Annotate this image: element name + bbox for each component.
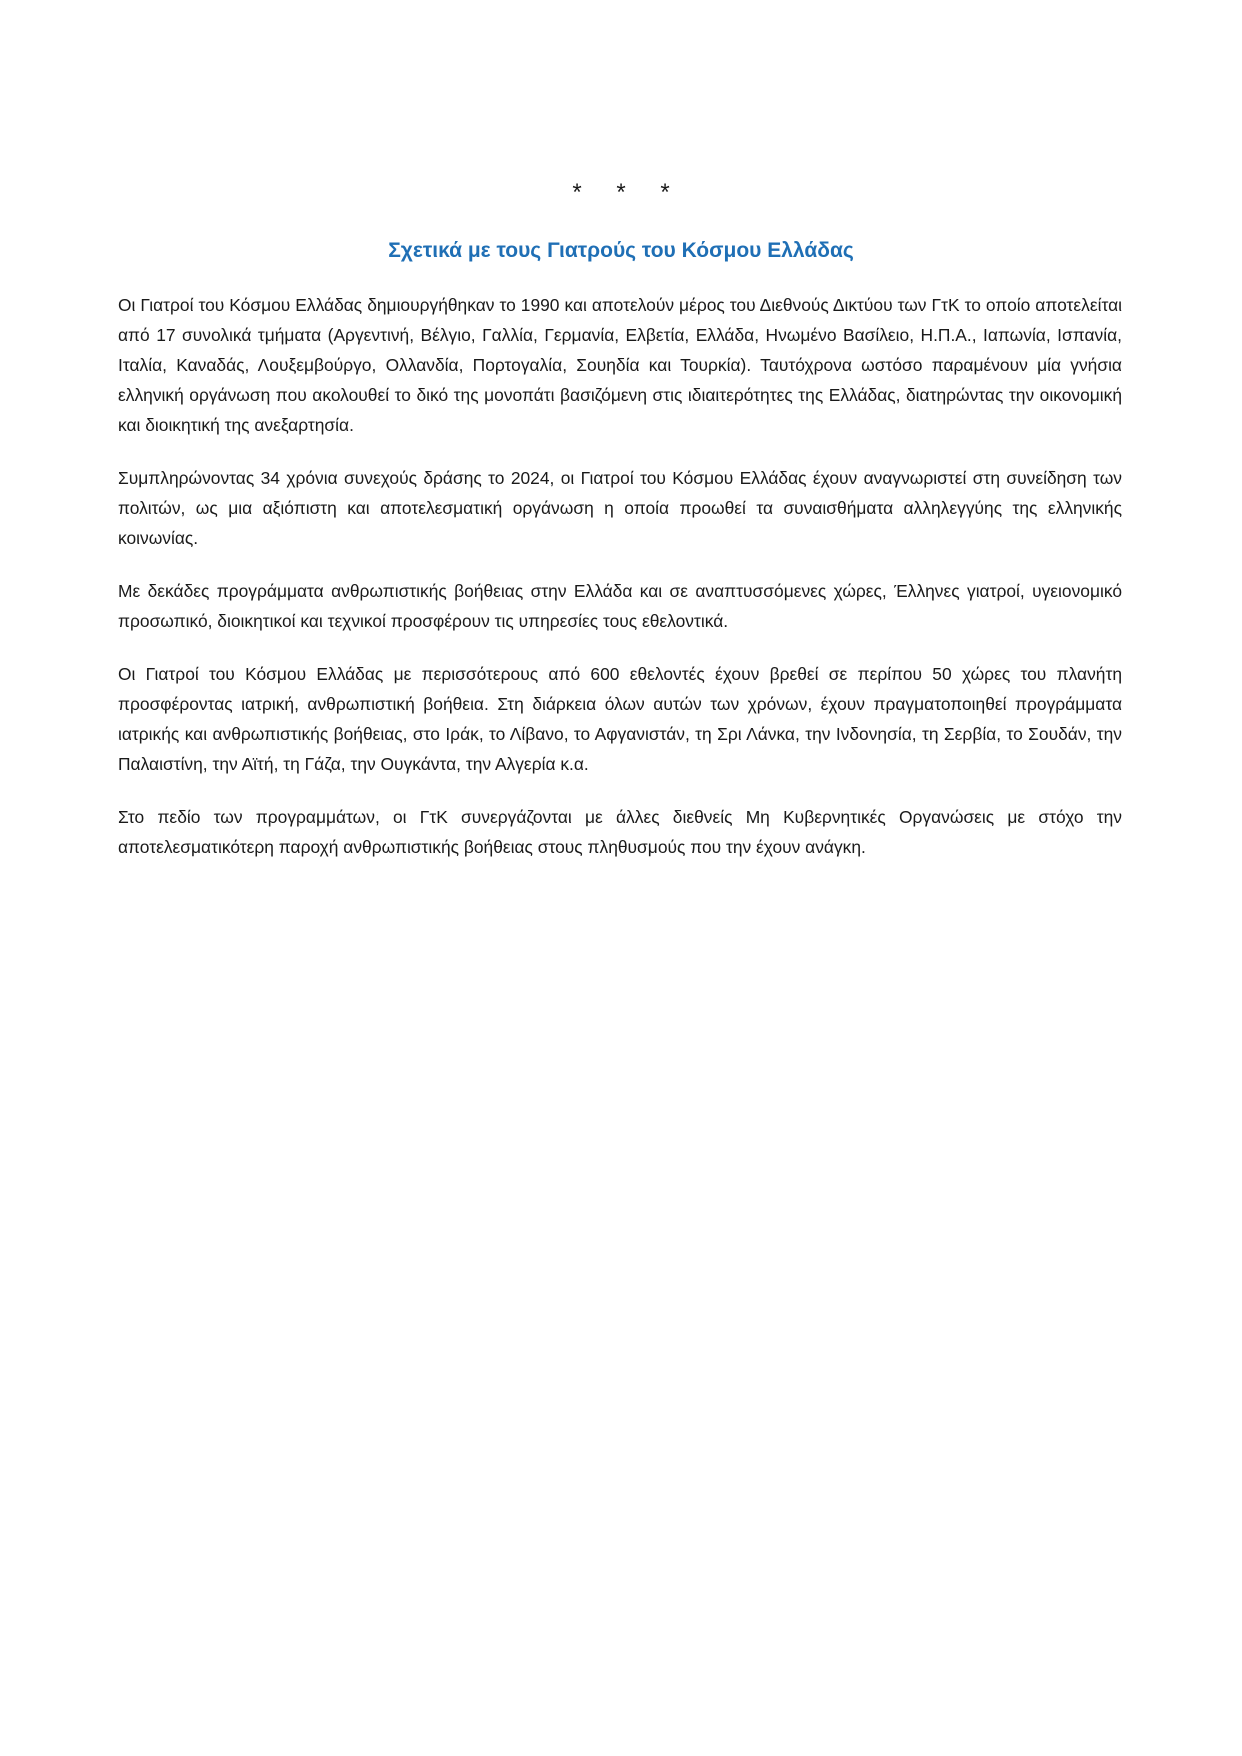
body-text bbox=[118, 290, 1122, 885]
paragraph-4: Οι Γιατροί του Κόσμου Ελλάδας με περισσότερους από 600 εθελοντές έχουν βρεθεί σε περίπου 50 χώρες του πλανήτη προσφέροντας ιατρική, ανθρωπιστική βοήθεια. Στη διάρκεια όλων αυτών των χρόνων, έχουν πραγματοποιηθεί προγράμματα ιατρικής και ανθρωπιστικής βοήθειας, στο Ιράκ, το Λίβανο, το Αφγανιστάν, τη Σρι Λάνκα, την Ινδονησία, τη Σερβία, το Σουδάν, την Παλαιστίνη, την Αϊτή, τη Γάζα, την Ουγκάντα, την Αλγερία κ.α. bbox=[118, 664, 1122, 774]
section-heading: Σχετικά με τους Γιατρούς του Κόσμου Ελλάδας bbox=[388, 239, 854, 262]
paragraph-1: Οι Γιατροί του Κόσμου Ελλάδας δημιουργήθηκαν το 1990 και αποτελούν μέρος του Διεθνούς Δικτύου των ΓτΚ το οποίο αποτελείται από 17 συνολικά τμήματα (Αργεντινή, Βέλγιο, Γαλλία, Γερμανία, Ελβετία, Ελλάδα, Ηνωμένο Βασίλειο, Η.Π.Α., Ιαπωνία, Ισπανία, Ιταλία, Καναδάς, Λουξεμβούργο, Ολλανδία, Πορτογαλία, Σουηδία και Τουρκία). Ταυτόχρονα ωστόσο παραμένουν μία γνήσια ελληνική οργάνωση που ακολουθεί το δικό της μονοπάτι βασιζόμενη στις ιδιαιτερότητες της Ελλάδας, διατηρώντας την οικονομική και διοικητική της ανεξαρτησία. bbox=[118, 295, 1122, 435]
paragraph-2: Συμπληρώνοντας 34 χρόνια συνεχούς δράσης το 2024, οι Γιατροί του Κόσμου Ελλάδας έχουν αναγνωριστεί στη συνείδηση των πολιτών, ως μια αξιόπιστη και αποτελεσματική οργάνωση η οποία προωθεί τα συναισθήματα αλληλεγγύης της ελληνικής κοινωνίας. bbox=[118, 468, 1122, 548]
section-separator: * * * bbox=[572, 179, 684, 206]
paragraph-5: Στο πεδίο των προγραμμάτων, οι ΓτΚ συνεργάζονται με άλλες διεθνείς Μη Κυβερνητικές Οργανώσεις με στόχο την αποτελεσματικότερη παροχή ανθρωπιστικής βοήθειας στους πληθυσμούς που την έχουν ανάγκη. bbox=[118, 807, 1122, 857]
paragraph-3: Με δεκάδες προγράμματα ανθρωπιστικής βοήθειας στην Ελλάδα και σε αναπτυσσόμενες χώρες, Έλληνες γιατροί, υγειονομικό προσωπικό, διοικητικοί και τεχνικοί προσφέρουν τις υπηρεσίες τους εθελοντικά. bbox=[118, 581, 1122, 631]
